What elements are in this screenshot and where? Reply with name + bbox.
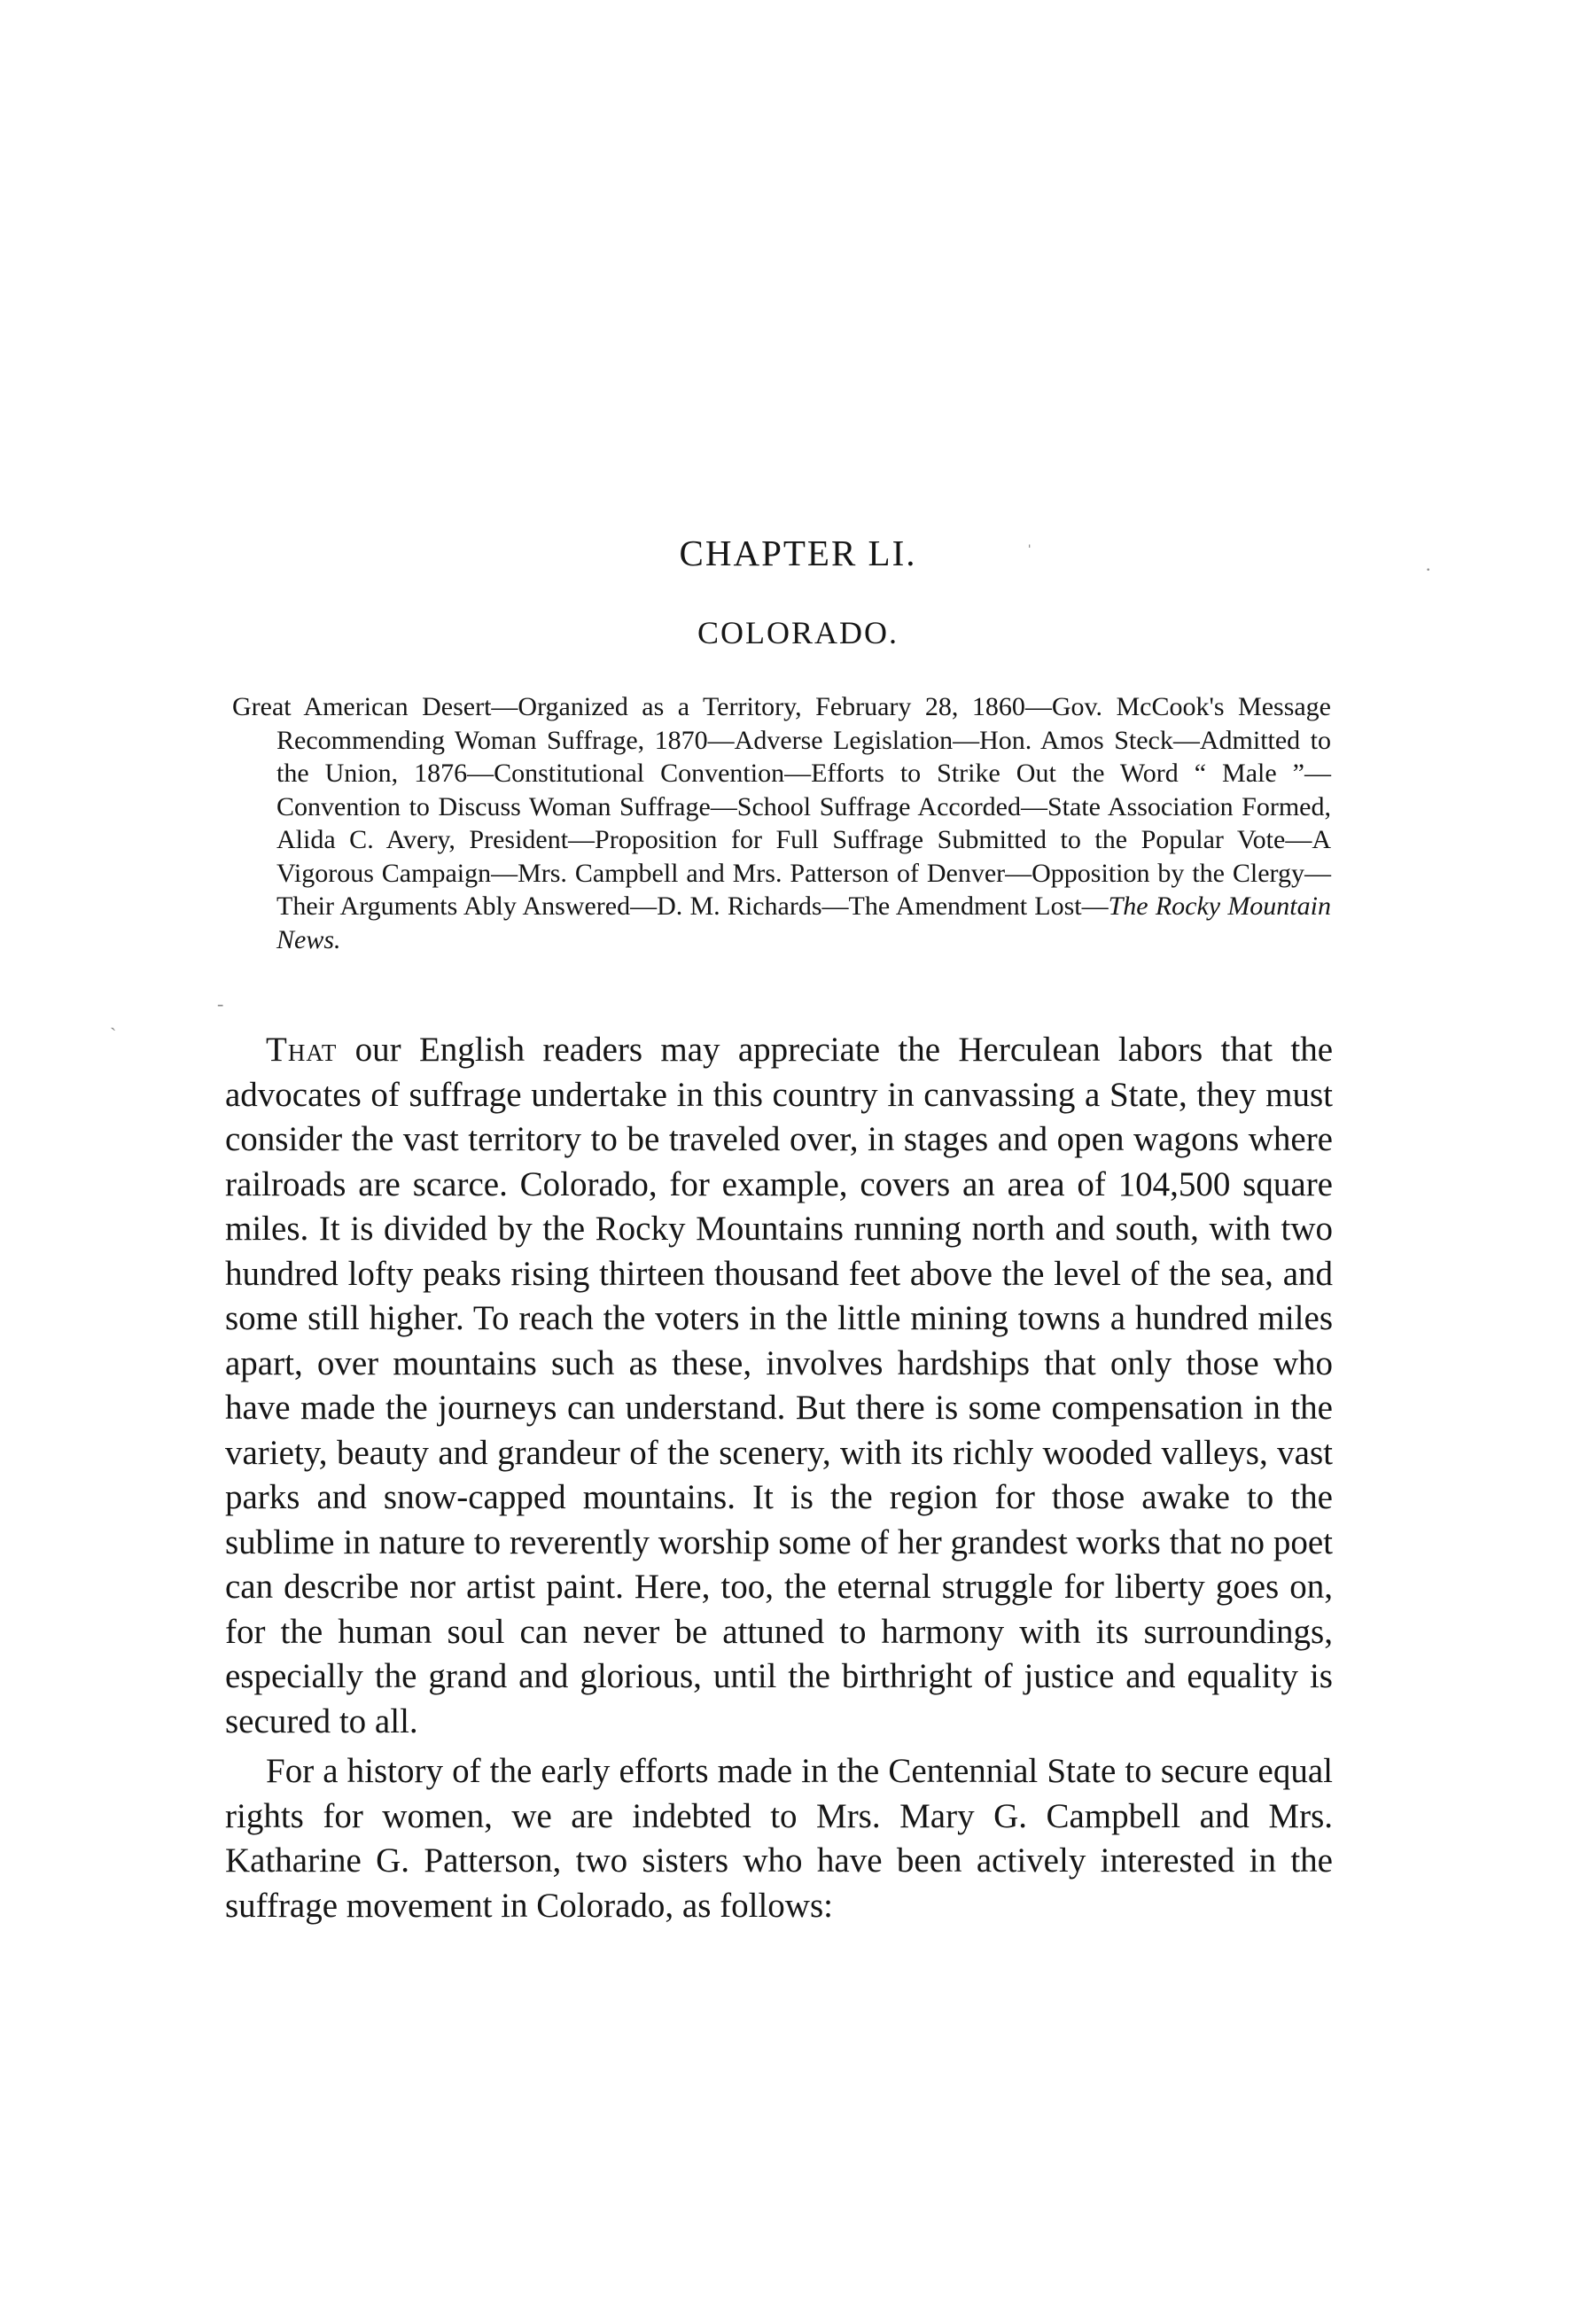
- scan-speck: ˋ: [110, 1024, 117, 1046]
- chapter-subtitle: COLORADO.: [697, 615, 899, 650]
- paragraph-1-text: our English readers may appreciate the Herculean labors that the advocates of suffrage undertake in this country in canvassing a State, they must consider the vast territory to be traveled over, in stages and open wagons where railroads are scarce. Colorado, for example, covers an area of 104,500 square miles. It is divided by the Rocky Mountains running north and south, with two hundred lofty peaks rising thirteen thousand feet above the level of the sea, and some still higher. To reach the voters in the little mining towns a hundred miles apart, over mountains such as these, involves hardships that only those who have made the journeys can understand. But there is some compensation in the variety, beauty and grandeur of the scenery, with its richly wooded valleys, vast parks and snow-capped mountains. It is the region for those awake to the sublime in nature to reverently worship some of her grandest works that no poet can describe nor artist paint. Here, too, the eternal struggle for liberty goes on, for the human soul can never be attuned to harmony with its surroundings, especially the grand and glorious, until the birthright of justice and equality is secured to all.: [225, 1031, 1333, 1740]
- paragraph-1: [225, 1028, 1333, 1744]
- paragraph-2: [225, 1749, 1333, 1928]
- scan-speck: ·: [1425, 558, 1432, 580]
- paragraph-1-lead: That: [266, 1031, 338, 1069]
- body-text: [225, 1028, 1333, 1934]
- scan-speck: -: [217, 993, 224, 1015]
- synopsis-italic-tail: The Rocky Mountain News.: [276, 891, 1331, 954]
- synopsis-text: Great American Desert—Organized as a Territory, February 28, 1860—Gov. McCook's Message Recommending Woman Suffrage, 1870—Adverse Legislation—Hon. Amos Steck—Admitted to the Union, 1876—Constitutional Convention—Efforts to Strike Out the Word “ Male ”—Convention to Discuss Woman Suffrage—School Suffrage Accorded—State Association Formed, Alida C. Avery, President—Proposition for Full Suffrage Submitted to the Popular Vote—A Vigorous Campaign—Mrs. Campbell and Mrs. Patterson of Denver—Opposition by the Clergy—Their Arguments Ably Answered—D. M. Richards—The Amendment Lost—: [232, 692, 1331, 921]
- paragraph-2-text: For a history of the early efforts made in the Centennial State to secure equal rights for women, we are indebted to Mrs. Mary G. Campbell and Mrs. Katharine G. Patterson, two sisters who have been actively interested in the suffrage movement in Colorado, as follows:: [225, 1752, 1333, 1925]
- scan-speck: ˈ: [1026, 541, 1033, 563]
- chapter-synopsis: [232, 690, 1331, 956]
- chapter-title: CHAPTER LI.: [679, 533, 917, 573]
